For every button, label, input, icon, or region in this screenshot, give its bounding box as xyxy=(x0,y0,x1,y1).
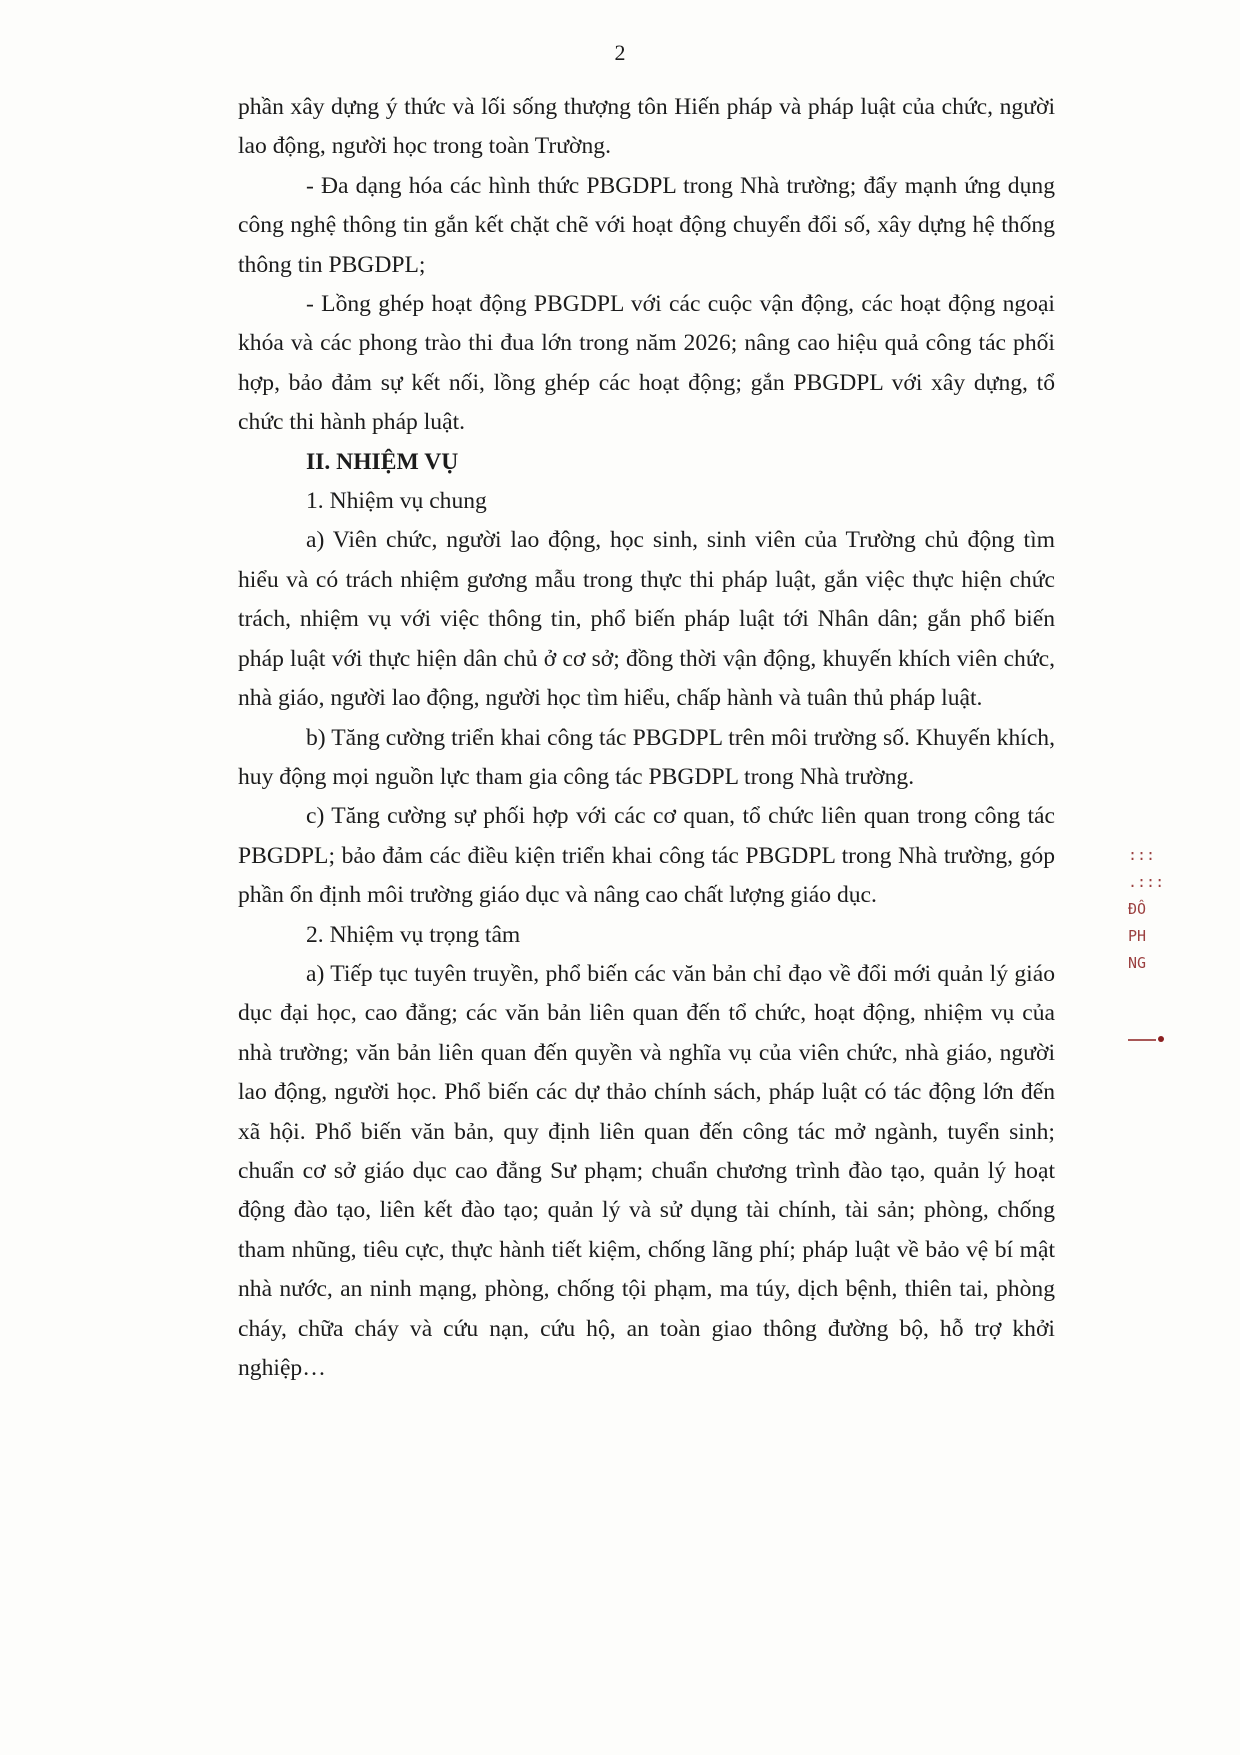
paragraph-task-c: c) Tăng cường sự phối hợp với các cơ quan, tổ chức liên quan trong công tác PBGDPL; bảo đảm các điều kiện triển khai công tác PBGDPL trong Nhà trường, góp phần ổn định môi trường giáo dục và nâng cao chất lượng giáo dục. xyxy=(238,803,1055,909)
seal-line: .::: xyxy=(1128,873,1165,891)
seal-star-mark xyxy=(1128,1035,1168,1043)
document-body xyxy=(238,88,1055,1388)
paragraph-task-a: a) Viên chức, người lao động, học sinh, sinh viên của Trường chủ động tìm hiểu và có trách nhiệm gương mẫu trong thực thi pháp luật, gắn việc thực hiện chức trách, nhiệm vụ với việc thông tin, phổ biến pháp luật tới Nhân dân; gắn phổ biến pháp luật với thực hiện dân chủ ở cơ sở; đồng thời vận động, khuyến khích viên chức, nhà giáo, người lao động, người học tìm hiểu, chấp hành và tuân thủ pháp luật. xyxy=(238,527,1055,712)
seal-line: NG xyxy=(1128,954,1147,972)
paragraph-bullet-integrate: - Lồng ghép hoạt động PBGDPL với các cuộc vận động, các hoạt động ngoại khóa và các phong trào thi đua lớn trong năm 2026; nâng cao hiệu quả công tác phối hợp, bảo đảm sự kết nối, lồng ghép các hoạt động; gắn PBGDPL với xây dựng, tổ chức thi hành pháp luật. xyxy=(238,291,1055,436)
paragraph-key-task-a: a) Tiếp tục tuyên truyền, phổ biến các văn bản chỉ đạo về đổi mới quản lý giáo dục đại học, cao đẳng; các văn bản liên quan đến tổ chức, hoạt động, nhiệm vụ của nhà trường; văn bản liên quan đến quyền và nghĩa vụ của viên chức, nhà giáo, người lao động, người học. Phổ biến các dự thảo chính sách, pháp luật có tác động lớn đến xã hội. Phổ biến văn bản, quy định liên quan đến công tác mở ngành, tuyển sinh; chuẩn cơ sở giáo dục cao đẳng Sư phạm; chuẩn chương trình đào tạo, quản lý hoạt động đào tạo, liên kết đào tạo; quản lý và sử dụng tài chính, tài sản; phòng, chống tham nhũng, tiêu cực, thực hành tiết kiệm, chống lãng phí; pháp luật về bảo vệ bí mật nhà nước, an ninh mạng, phòng, chống tội phạm, ma túy, dịch bệnh, thiên tai, phòng cháy, chữa cháy và cứu nạn, cứu hộ, an toàn giao thông đường bộ, hỗ trợ khởi nghiệp… xyxy=(238,960,1055,1381)
paragraph-bullet-diversify: - Đa dạng hóa các hình thức PBGDPL trong Nhà trường; đẩy mạnh ứng dụng công nghệ thông tin gắn kết chặt chẽ với hoạt động chuyển đổi số, xây dựng hệ thống thông tin PBGDPL; xyxy=(238,172,1055,278)
subheading-general-tasks: 1. Nhiệm vụ chung xyxy=(306,488,487,515)
paragraph-continuation: phần xây dựng ý thức và lối sống thượng tôn Hiến pháp và pháp luật của chức, người lao động, người học trong toàn Trường. xyxy=(238,94,1055,160)
seal-line: ĐÔ xyxy=(1128,900,1147,918)
subheading-key-tasks: 2. Nhiệm vụ trọng tâm xyxy=(306,921,521,948)
section-heading-tasks: II. NHIỆM VỤ xyxy=(306,448,459,475)
paragraph-task-b: b) Tăng cường triển khai công tác PBGDPL trên môi trường số. Khuyến khích, huy động mọi nguồn lực tham gia công tác PBGDPL trong Nhà trường. xyxy=(238,724,1055,790)
seal-line: ::: xyxy=(1128,846,1156,864)
page-number: 2 xyxy=(614,40,626,65)
seal-line: PH xyxy=(1128,927,1147,945)
